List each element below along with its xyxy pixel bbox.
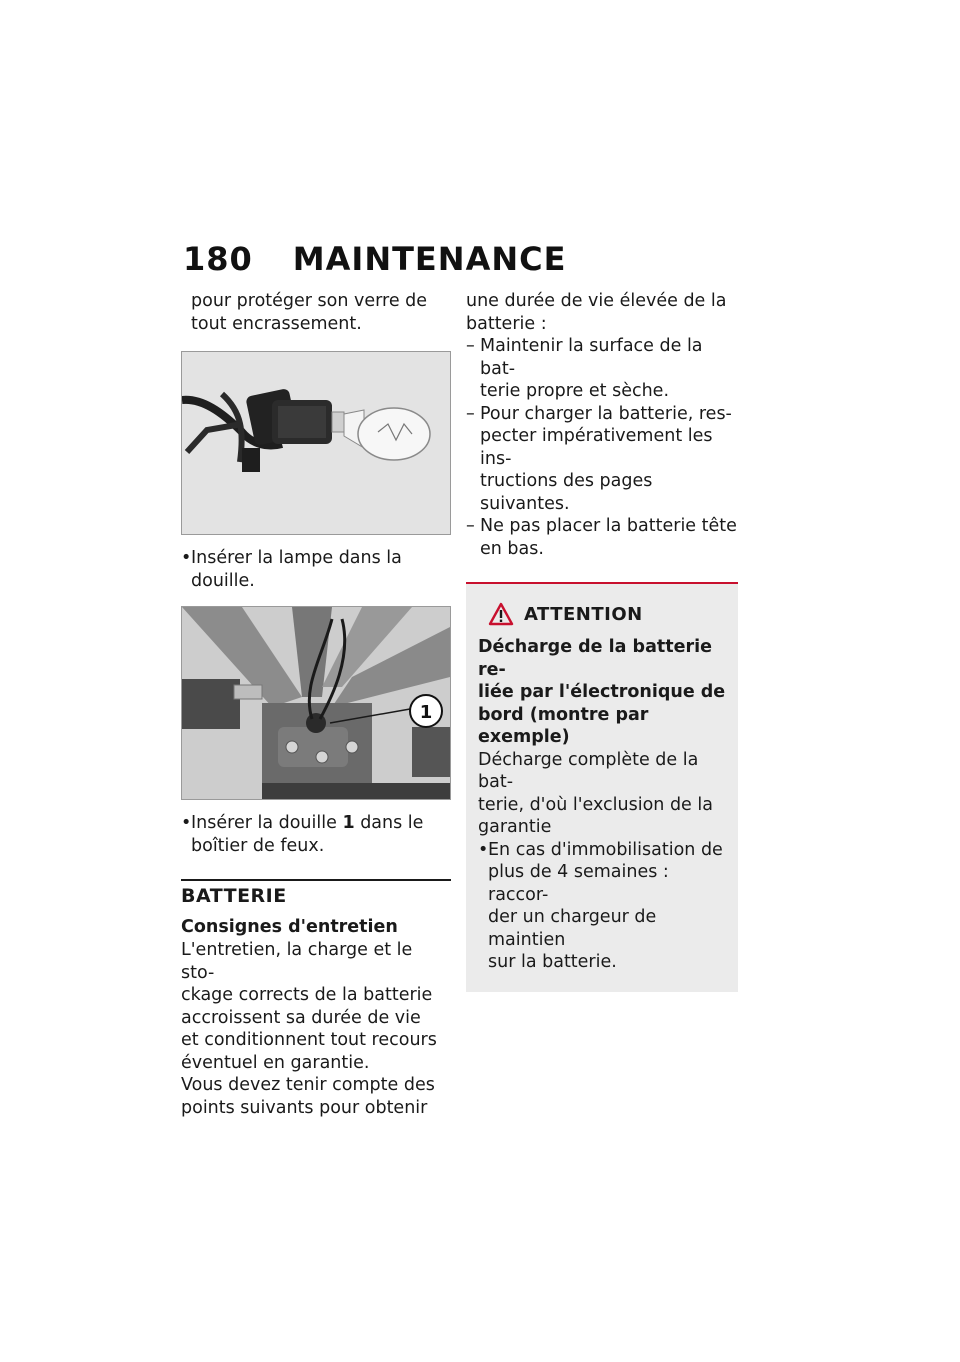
light-housing-illustration <box>182 607 450 799</box>
dash-icon: – <box>466 336 475 356</box>
attention-bold-line: bord (montre par exemple) <box>478 704 649 747</box>
bullet-dot-icon: • <box>478 839 489 860</box>
attention-bold-line: Décharge de la batterie re- <box>478 637 712 680</box>
instruction-bullet <box>181 547 451 570</box>
bullet-line: douille. <box>191 570 255 591</box>
dash-item: – Ne pas placer la batterie tête en bas. <box>466 516 737 559</box>
subsection-title: Consignes d'entretien <box>181 917 398 937</box>
instruction-bullet: • Insérer la douille 1 dans le <box>181 813 424 833</box>
attention-bold-line: liée par l'électronique de <box>478 682 726 702</box>
right-column <box>466 290 738 992</box>
dash-icon: – <box>466 403 475 424</box>
section-title: BATTERIE <box>181 885 287 907</box>
attention-text-line: Décharge complète de la bat- <box>478 749 699 792</box>
body-line: ckage corrects de la batterie <box>181 985 433 1005</box>
chapter-title: MAINTENANCE <box>292 240 567 278</box>
attention-text-line: terie, d'où l'exclusion de la <box>478 794 713 815</box>
reference-number: 1 <box>342 813 355 833</box>
attention-title: ATTENTION <box>524 603 643 625</box>
attention-bullet: • En cas d'immobilisation de <box>478 839 723 860</box>
callout-label: 1 <box>419 702 433 723</box>
dash-item: – Pour charger la batterie, res- pecter impérativement les ins- tructions des pages suivantes. <box>466 403 732 514</box>
intro-line: tout encrassement. <box>191 313 362 334</box>
dash-item: – Maintenir la surface de la bat- terie propre et sèche. <box>466 336 703 401</box>
intro-line: une durée de vie élevée de la <box>466 291 727 311</box>
body-line: et conditionnent tout recours <box>181 1030 437 1050</box>
bullet-dot-icon: • <box>181 813 192 833</box>
figure-light-housing <box>181 606 451 800</box>
page-header <box>183 240 566 278</box>
left-column <box>181 290 451 1119</box>
body-line: Vous devez tenir compte des <box>181 1075 435 1095</box>
attention-box: ATTENTION Décharge de la batterie re- liée par l'électronique de bord (montre par exemple) Décharge complète de la bat- terie, d'où l'exclusion de la garantie • En cas d'immobilisation de plus de 4 semaines : raccor- der un chargeur de maintien sur la batterie. <box>466 582 738 992</box>
warning-triangle-icon <box>488 602 514 626</box>
intro-line: batterie : <box>466 313 547 334</box>
bullet-dot-icon: • <box>181 548 192 568</box>
intro-line: pour protéger son verre de <box>191 291 428 311</box>
attention-text-line: garantie <box>478 817 552 837</box>
dash-list <box>466 335 738 560</box>
body-line: L'entretien, la charge et le sto- <box>181 940 413 983</box>
bulb-socket-illustration <box>182 352 450 534</box>
bullet-line: Insérer la lampe dans la <box>191 548 402 568</box>
figure-bulb-socket <box>181 351 451 535</box>
bullet-line: boîtier de feux. <box>191 835 325 856</box>
body-line: éventuel en garantie. <box>181 1052 370 1073</box>
body-line: points suivants pour obtenir <box>181 1097 428 1118</box>
dash-icon: – <box>466 516 475 536</box>
page-number: 180 <box>183 240 253 278</box>
attention-header <box>478 602 728 626</box>
section-divider <box>181 879 451 881</box>
body-line: accroissent sa durée de vie <box>181 1007 421 1028</box>
